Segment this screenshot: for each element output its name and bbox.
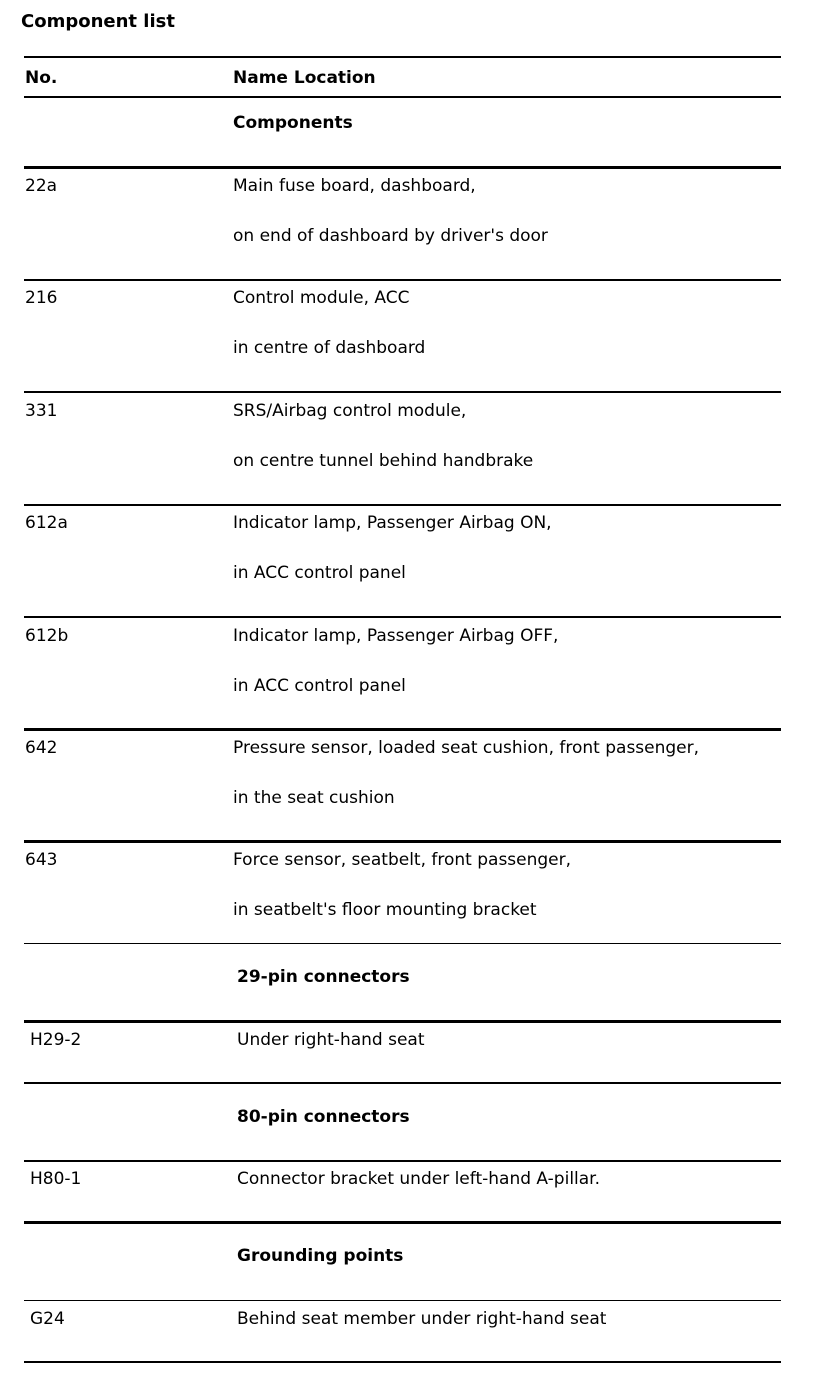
- row-name: Indicator lamp, Passenger Airbag OFF,: [233, 626, 559, 646]
- row-rule: [24, 279, 781, 281]
- section-grounding-points: Grounding points: [237, 1246, 404, 1266]
- row-location: in the seat cushion: [233, 788, 395, 808]
- section-80-pin-connectors: 80-pin connectors: [237, 1107, 410, 1127]
- row-no: 612b: [25, 626, 69, 646]
- row-rule: [24, 391, 781, 393]
- section-29-pin-connectors: 29-pin connectors: [237, 967, 410, 987]
- row-rule: [24, 504, 781, 506]
- row-rule: [24, 1221, 781, 1224]
- row-location: in seatbelt's floor mounting bracket: [233, 900, 537, 920]
- row-no: 642: [25, 738, 58, 758]
- row-location: in centre of dashboard: [233, 338, 426, 358]
- row-no: H29-2: [30, 1030, 82, 1050]
- row-rule: [24, 166, 781, 169]
- row-rule: [24, 616, 781, 618]
- row-name: SRS/Airbag control module,: [233, 401, 467, 421]
- row-name: Behind seat member under right-hand seat: [237, 1309, 607, 1329]
- row-no: 331: [25, 401, 58, 421]
- header-name-location: Name Location: [233, 68, 376, 88]
- row-no: G24: [30, 1309, 65, 1329]
- row-no: 22a: [25, 176, 58, 196]
- row-no: H80-1: [30, 1169, 82, 1189]
- row-rule: [24, 1160, 781, 1162]
- header-no: No.: [25, 68, 58, 88]
- row-name: Indicator lamp, Passenger Airbag ON,: [233, 513, 552, 533]
- row-name: Control module, ACC: [233, 288, 410, 308]
- row-rule: [24, 1020, 781, 1023]
- row-rule: [24, 840, 781, 843]
- section-components: Components: [233, 113, 353, 133]
- row-name: Pressure sensor, loaded seat cushion, front passenger,: [233, 738, 700, 758]
- row-location: on centre tunnel behind handbrake: [233, 451, 534, 471]
- row-location: in ACC control panel: [233, 563, 406, 583]
- row-name: Under right-hand seat: [237, 1030, 425, 1050]
- row-rule: [24, 1082, 781, 1084]
- table-bottom-rule: [24, 1361, 781, 1363]
- row-no: 643: [25, 850, 58, 870]
- row-name: Connector bracket under left-hand A-pillar.: [237, 1169, 601, 1189]
- row-no: 216: [25, 288, 58, 308]
- row-rule: [24, 1300, 781, 1301]
- row-no: 612a: [25, 513, 68, 533]
- header-rule: [24, 96, 781, 98]
- row-location: in ACC control panel: [233, 676, 406, 696]
- row-location: on end of dashboard by driver's door: [233, 226, 548, 246]
- page-title: Component list: [21, 11, 175, 32]
- table-top-rule: [24, 56, 781, 58]
- row-name: Force sensor, seatbelt, front passenger,: [233, 850, 572, 870]
- row-rule: [24, 728, 781, 731]
- row-rule: [24, 943, 781, 944]
- row-name: Main fuse board, dashboard,: [233, 176, 476, 196]
